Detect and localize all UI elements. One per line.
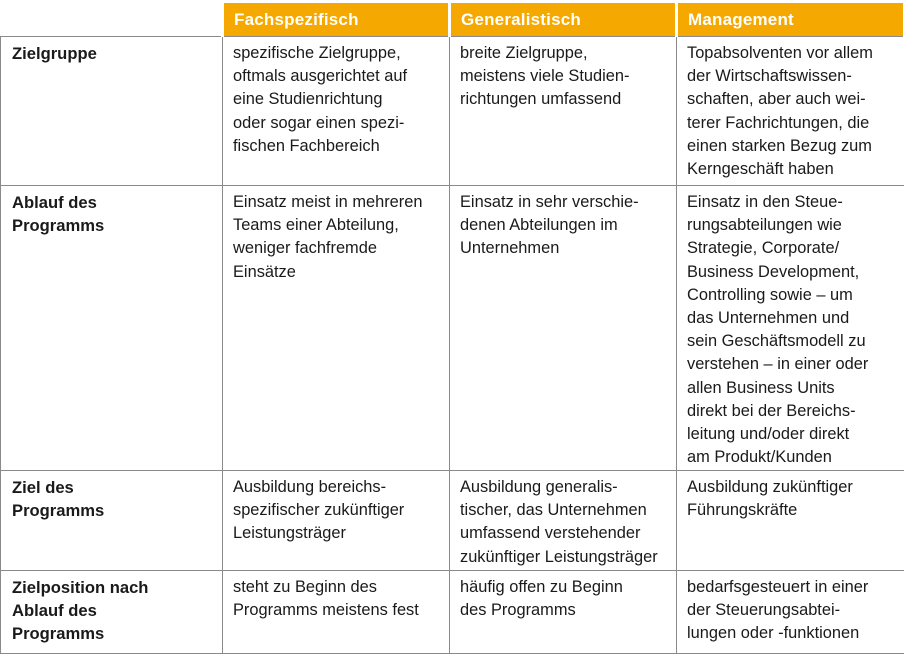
- comparison-table: [0, 3, 904, 654]
- table-cell: [450, 571, 677, 654]
- table-cell: [223, 471, 450, 571]
- cell-text: Ausbildung bereichs- spezifischer zukünftiger Leistungsträger: [233, 478, 405, 543]
- cell-text: steht zu Beginn des Programms meistens fest: [233, 578, 419, 620]
- row-label-text: Ablauf des Programms: [12, 193, 105, 236]
- header-management: Management: [677, 3, 904, 37]
- row-label: [1, 571, 223, 654]
- table-cell: [223, 186, 450, 471]
- table-cell: [450, 37, 677, 186]
- row-label: [1, 186, 223, 471]
- header-generalistisch: Generalistisch: [450, 3, 677, 37]
- row-label: [1, 471, 223, 571]
- table-row: [1, 571, 904, 654]
- table-cell: [450, 186, 677, 471]
- cell-text: Einsatz in den Steue- rungsabteilungen wie Strategie, Corporate/ Business Development, Controlling sowie – um das Unternehmen und sein Geschäftsmodell zu verstehen – in einer oder allen Business Units direkt bei der Bereichs- leitung und/oder direkt am Produkt/Kunden: [687, 193, 869, 467]
- cell-text: Ausbildung zukünftiger Führungskräfte: [687, 478, 853, 520]
- header-fachspezifisch: Fachspezifisch: [223, 3, 450, 37]
- cell-text: breite Zielgruppe, meistens viele Studien- richtungen umfassend: [460, 44, 630, 109]
- row-label-text: Zielgruppe: [12, 44, 97, 63]
- header-corner: [1, 3, 223, 37]
- cell-text: spezifische Zielgruppe, oftmals ausgerichtet auf eine Studienrichtung oder sogar einen spezi- fischen Fachbereich: [233, 44, 408, 155]
- table-cell: [223, 571, 450, 654]
- cell-text: Einsatz in sehr verschie- denen Abteilungen im Unternehmen: [460, 193, 639, 258]
- table-cell: [223, 37, 450, 186]
- table-cell: [677, 471, 904, 571]
- table-row: [1, 37, 904, 186]
- row-label-text: Zielposition nach Ablauf des Programms: [12, 578, 149, 644]
- table-row: [1, 471, 904, 571]
- table-cell: [450, 471, 677, 571]
- header-row: [1, 3, 904, 37]
- row-label-text: Ziel des Programms: [12, 478, 105, 521]
- row-label: [1, 37, 223, 186]
- cell-text: Topabsolventen vor allem der Wirtschaftswissen- schaften, aber auch wei- terer Fachrichtungen, die einen starken Bezug zum Kerngeschäft haben: [687, 44, 873, 179]
- table-cell: [677, 37, 904, 186]
- table-row: [1, 186, 904, 471]
- table-cell: [677, 571, 904, 654]
- cell-text: bedarfsgesteuert in einer der Steuerungsabtei- lungen oder -funktionen: [687, 578, 869, 643]
- table-cell: [677, 186, 904, 471]
- cell-text: häufig offen zu Beginn des Programms: [460, 578, 623, 620]
- cell-text: Ausbildung generalis- tischer, das Unternehmen umfassend verstehender zukünftiger Leistungsträger: [460, 478, 658, 566]
- cell-text: Einsatz meist in mehreren Teams einer Abteilung, weniger fachfremde Einsätze: [233, 193, 423, 281]
